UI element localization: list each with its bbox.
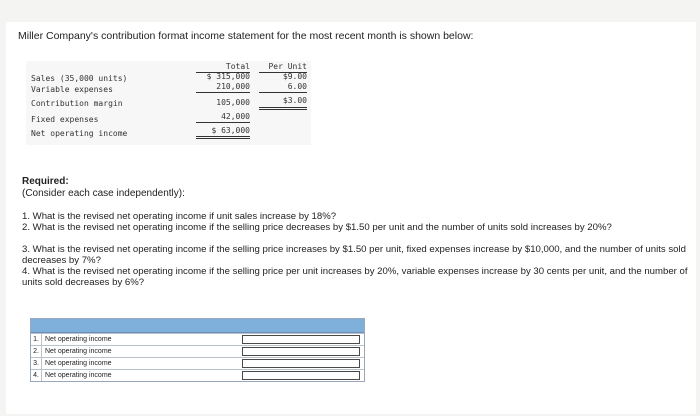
subtotal-underline — [196, 122, 250, 123]
statement-label: Net operating income — [31, 129, 128, 138]
answer-cell — [240, 333, 364, 345]
required-title: Required: — [22, 176, 69, 187]
row-label: Net operating income — [45, 360, 112, 367]
row-number: 1. — [31, 334, 42, 345]
row-number: 2. — [31, 346, 42, 357]
statement-label: Variable expenses — [31, 85, 113, 94]
answer-cell — [240, 345, 364, 357]
answer-input-4[interactable] — [242, 371, 360, 380]
row-label: Net operating income — [45, 348, 112, 355]
question-1: 1. What is the revised net operating income if unit sales increase by 18%? — [22, 211, 337, 222]
header-per-unit: Per Unit — [268, 62, 307, 71]
per-unit-double-underline — [259, 107, 307, 108]
statement-label: Contribution margin — [31, 99, 123, 108]
statement-label: Sales (35,000 units) — [31, 74, 128, 83]
statement-label: Fixed expenses — [31, 115, 99, 124]
answer-input-1[interactable] — [242, 335, 360, 344]
answer-table-header — [31, 319, 241, 333]
statement-total: 105,000 — [216, 98, 250, 107]
statement-per-unit: 6.00 — [287, 82, 307, 91]
row-number: 4. — [31, 370, 42, 381]
row-label: Net operating income — [45, 372, 112, 379]
answer-input-header — [240, 319, 364, 333]
table-row — [31, 357, 241, 369]
question-2: 2. What is the revised net operating income if the selling price decreases by $1.50 per unit and the number of units sold increases by 20%? — [22, 222, 612, 233]
table-row — [31, 333, 241, 345]
answer-input-column — [240, 318, 365, 382]
statement-total: 42,000 — [221, 112, 250, 121]
question-3: 3. What is the revised net operating income if the selling price increases by $1.50 per unit, fixed expenses increase by $10,000, and the number of units sold decreases by 7%? — [22, 244, 686, 266]
row-number: 3. — [31, 358, 42, 369]
statement-per-unit: $9.00 — [282, 72, 307, 81]
answer-cell — [240, 369, 364, 381]
per-unit-double-underline — [259, 109, 307, 110]
statement-total: $ 63,000 — [211, 126, 250, 135]
answer-table — [30, 318, 242, 382]
subtotal-underline — [196, 92, 250, 93]
intro-text: Miller Company's contribution format income statement for the most recent month is shown below: — [18, 30, 474, 42]
statement-total: 210,000 — [216, 82, 250, 91]
table-row — [31, 369, 241, 381]
required-subtitle: (Consider each case independently): — [22, 188, 185, 199]
row-label: Net operating income — [45, 336, 112, 343]
table-row — [31, 345, 241, 357]
answer-input-3[interactable] — [242, 359, 360, 368]
header-total: Total — [225, 62, 250, 71]
subtotal-underline — [259, 92, 307, 93]
question-4: 4. What is the revised net operating income if the selling price per unit increases by 20%, variable expenses increase by 30 cents per unit, and the number of units sold decreases by 6%? — [22, 266, 688, 288]
answer-input-2[interactable] — [242, 347, 360, 356]
statement-per-unit: $3.00 — [282, 96, 307, 105]
statement-total: $ 315,000 — [206, 72, 250, 81]
total-double-underline — [196, 138, 250, 139]
total-double-underline — [196, 136, 250, 137]
answer-cell — [240, 357, 364, 369]
